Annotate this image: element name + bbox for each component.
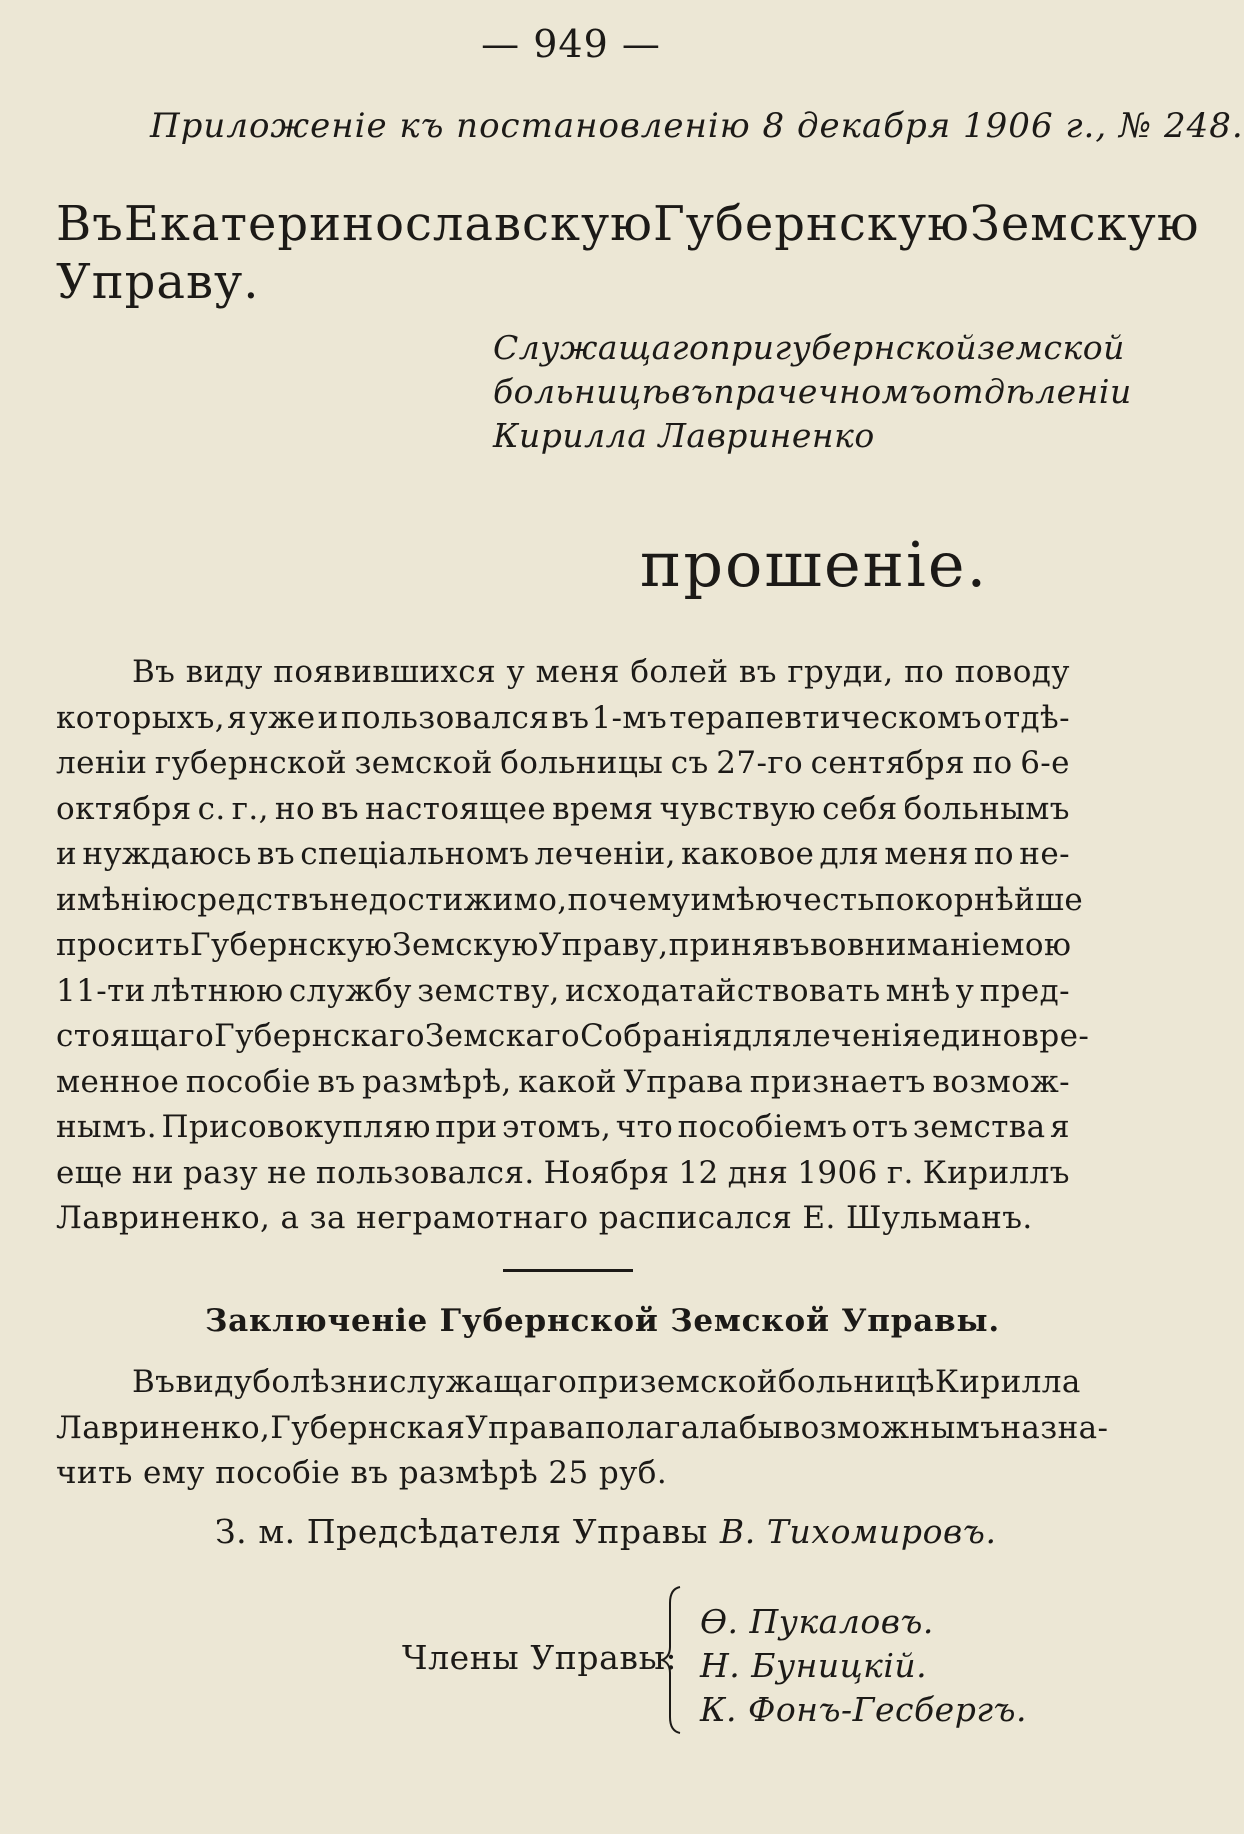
word: по <box>972 745 1013 781</box>
word: больнымъ <box>903 790 1070 827</box>
word: время <box>552 790 654 827</box>
text-line <box>56 832 1070 878</box>
word: не <box>267 1154 307 1191</box>
word: 27-го <box>716 745 804 781</box>
text-line <box>56 741 1070 787</box>
conclusion-title: Заключеніе Губернской Земской Управы. <box>205 1303 1000 1339</box>
word: пособіе <box>185 1063 311 1100</box>
word: леніи <box>56 745 148 781</box>
text-line <box>56 923 1070 969</box>
word: этомъ, <box>502 1109 612 1145</box>
word: служащаго <box>389 1364 578 1400</box>
word: пред- <box>979 972 1070 1009</box>
word: 12 <box>678 1154 719 1191</box>
word: почему <box>567 881 691 918</box>
word: поводу <box>954 654 1070 690</box>
word: чить ему пособіе въ размѣрѣ 25 руб. <box>56 1455 668 1491</box>
word: г. <box>886 1154 914 1191</box>
word: больницы <box>500 745 664 781</box>
appendix-line: Приложеніе къ постановленію 8 декабря 1906 г., № 248. <box>150 106 1244 146</box>
word: терапевтическомъ <box>669 699 982 736</box>
word: Въ <box>56 196 124 252</box>
word: Губернскаго <box>214 1018 425 1054</box>
word: с. <box>197 790 226 827</box>
text-line <box>56 1151 1070 1197</box>
chairman-name: В. Тихомировъ. <box>719 1512 997 1551</box>
word: просить <box>56 927 191 963</box>
word: нуждаюсь <box>82 836 252 872</box>
word: Собранія <box>580 1018 733 1054</box>
word: честь <box>782 881 875 918</box>
word: болей <box>630 654 729 690</box>
word: спеціальномъ <box>300 836 530 872</box>
word: леченія <box>792 1018 923 1054</box>
word: пользовался. <box>315 1154 535 1191</box>
word: но <box>274 790 316 827</box>
petition-text <box>56 650 1090 1242</box>
word: Управа <box>465 1409 586 1446</box>
word: съ <box>670 745 709 781</box>
word: прачечномъ <box>713 372 932 411</box>
addressee <box>56 195 1200 311</box>
word: исходатайствовать <box>565 972 881 1009</box>
word: леченіи, <box>534 836 676 872</box>
section-divider <box>503 1269 633 1272</box>
word: при <box>577 1364 640 1400</box>
word: стоящаго <box>56 1018 215 1054</box>
word: размѣрѣ, <box>362 1063 512 1100</box>
addressee-line-2: Управу. <box>56 254 260 310</box>
word: земской <box>977 328 1125 367</box>
word: Ноября <box>543 1154 670 1191</box>
word: отдѣленіи <box>931 372 1132 411</box>
word: единовре- <box>922 1018 1090 1054</box>
word: Кирилла Лавриненко <box>493 416 875 455</box>
word: въ <box>256 836 295 872</box>
word: у <box>506 654 526 690</box>
word: Присовокупляю <box>161 1109 431 1145</box>
word: въ <box>321 790 360 827</box>
word: земству, <box>417 972 560 1009</box>
word: мою <box>1000 927 1072 963</box>
word: службу <box>288 972 412 1009</box>
word: нымъ. <box>56 1109 158 1145</box>
word: Кириллъ <box>922 1154 1070 1191</box>
brace-icon <box>658 1585 688 1735</box>
word: Губернская <box>270 1409 466 1446</box>
from-line <box>493 326 1125 370</box>
word: что <box>615 1109 674 1145</box>
word: въ <box>317 1063 356 1100</box>
word: по <box>904 654 945 690</box>
word: Лавриненко, а за неграмотнаго расписался Е. Шульманъ. <box>56 1200 1033 1236</box>
word: Служащаго <box>493 328 710 367</box>
word: 1906 <box>797 1154 878 1191</box>
text-line <box>56 1060 1070 1106</box>
word: 11-ти <box>56 972 146 1009</box>
word: земства <box>912 1109 1046 1145</box>
word: отдѣ- <box>983 699 1070 736</box>
word: при <box>709 328 775 367</box>
word: лѣтнюю <box>150 972 284 1009</box>
member-name: Н. Буницкій. <box>700 1646 928 1685</box>
word: губернской <box>154 745 347 781</box>
word: я <box>227 699 248 736</box>
word: пособіемъ <box>677 1109 848 1145</box>
word: ни <box>131 1154 174 1191</box>
word: покорнѣйше <box>874 881 1084 918</box>
word: Земскую <box>969 196 1200 252</box>
text-line <box>56 650 1070 696</box>
word: признаетъ <box>749 1063 926 1100</box>
word: я <box>1049 1109 1070 1145</box>
word: и <box>317 699 339 736</box>
word: октября <box>56 790 192 827</box>
word: Земскую <box>392 927 539 963</box>
text-line <box>56 1105 1070 1151</box>
word: отъ <box>851 1109 909 1145</box>
word: по <box>973 836 1015 872</box>
word: дня <box>727 1154 789 1191</box>
conclusion-text <box>56 1360 1109 1497</box>
word: чувствую <box>659 790 817 827</box>
text-line <box>56 1451 1070 1497</box>
member-name: К. Фонъ-Гесбергъ. <box>700 1690 1027 1729</box>
text-line <box>56 1360 1081 1406</box>
word: въ <box>738 654 777 690</box>
word: губернской <box>774 328 978 367</box>
word: возмож- <box>932 1063 1070 1100</box>
word: вниманіе <box>846 927 1001 963</box>
chairman-signature <box>215 1512 997 1551</box>
from-line <box>493 414 1071 458</box>
word: не- <box>1019 836 1070 872</box>
word: во <box>809 927 847 963</box>
word: настоящее <box>365 790 547 827</box>
word: груди, <box>787 654 894 690</box>
members-label: Члены Управы: <box>402 1638 678 1677</box>
word: 1-мъ <box>591 699 668 736</box>
word: менное <box>56 1063 180 1100</box>
addressee-line-1 <box>56 195 1200 253</box>
word: какой <box>518 1063 617 1100</box>
member-name: Ѳ. Пукаловъ. <box>700 1602 934 1641</box>
word: земской <box>354 745 493 781</box>
word: Въ <box>132 654 176 690</box>
word: разу <box>182 1154 259 1191</box>
word: больницѣ <box>777 1364 935 1400</box>
word: Кирилла <box>934 1364 1081 1400</box>
word: Лавриненко, <box>56 1409 271 1446</box>
word: сентября <box>810 745 965 781</box>
word: г., <box>231 790 269 827</box>
word: возможнымъ <box>782 1409 1001 1446</box>
word: пользовался <box>340 699 550 736</box>
word: виду <box>175 1364 253 1400</box>
members-list <box>700 1600 1027 1732</box>
page-number: — 949 — <box>481 22 661 66</box>
word: Управа <box>623 1063 744 1100</box>
text-line <box>56 696 1070 742</box>
word: меня <box>535 654 620 690</box>
word: Земскаго <box>424 1018 581 1054</box>
word: и <box>56 836 78 872</box>
word: полагала <box>585 1409 739 1446</box>
text-line <box>56 1406 1109 1452</box>
text-line <box>56 969 1070 1015</box>
word: для <box>819 836 880 872</box>
word: каковое <box>681 836 815 872</box>
word: Екатеринославскую <box>123 196 653 252</box>
word: бы <box>738 1409 783 1446</box>
text-line <box>56 1196 1070 1242</box>
word: мнѣ <box>885 972 951 1009</box>
word: Въ <box>132 1364 176 1400</box>
word: у <box>955 972 975 1009</box>
word: имѣю <box>690 881 783 918</box>
word: земской <box>639 1364 778 1400</box>
word: недостижимо, <box>328 881 568 918</box>
word: себя <box>822 790 898 827</box>
document-title: прошеніе. <box>640 528 989 601</box>
word: появившихся <box>273 654 497 690</box>
chairman-label: З. м. Предсѣдателя Управы <box>215 1512 708 1551</box>
text-line <box>56 787 1070 833</box>
word: больницѣ <box>493 372 672 411</box>
word: Губернскую <box>190 927 393 963</box>
word: въ <box>551 699 590 736</box>
word: принявъ <box>668 927 810 963</box>
word: меня <box>884 836 969 872</box>
word: для <box>732 1018 793 1054</box>
from-block <box>493 326 1132 458</box>
text-line <box>56 878 1084 924</box>
word: въ <box>671 372 714 411</box>
word: имѣнію <box>56 881 180 918</box>
word: болѣзни <box>252 1364 390 1400</box>
from-line <box>493 370 1132 414</box>
text-line <box>56 1014 1090 1060</box>
word: средствъ <box>179 881 329 918</box>
word: Губернскую <box>652 196 970 252</box>
word: уже <box>249 699 316 736</box>
word: Управу, <box>538 927 669 963</box>
word: назна- <box>1000 1409 1109 1446</box>
word: 6-е <box>1020 745 1070 781</box>
word: виду <box>185 654 263 690</box>
word: при <box>435 1109 498 1145</box>
word: еще <box>56 1154 123 1191</box>
word: которыхъ, <box>56 699 226 736</box>
